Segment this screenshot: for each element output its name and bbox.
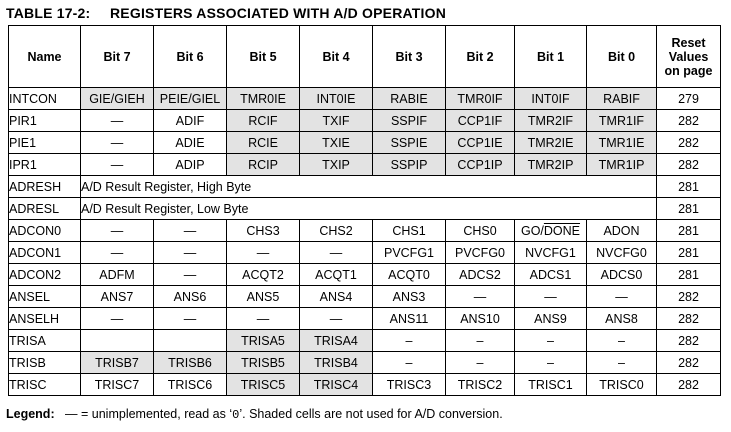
bit-cell: TRISA5 xyxy=(227,330,300,352)
table-body xyxy=(9,88,721,396)
bit-cell: CHS0 xyxy=(446,220,515,242)
reset-page: 279 xyxy=(657,88,721,110)
table-row xyxy=(9,242,721,264)
bit-cell: RCIE xyxy=(227,132,300,154)
bit-cell: — xyxy=(300,242,373,264)
register-name: ADCON1 xyxy=(9,242,81,264)
bit-cell: INT0IE xyxy=(300,88,373,110)
bit-cell: TXIF xyxy=(300,110,373,132)
bit-cell: CCP1IE xyxy=(446,132,515,154)
table-row xyxy=(9,374,721,396)
table-row xyxy=(9,198,721,220)
bit-cell: TRISC4 xyxy=(300,374,373,396)
bit-cell: TMR0IE xyxy=(227,88,300,110)
table-row xyxy=(9,264,721,286)
bit-cell: — xyxy=(81,132,154,154)
table-row xyxy=(9,154,721,176)
table-row xyxy=(9,286,721,308)
bit-cell: ANS9 xyxy=(515,308,587,330)
table-row xyxy=(9,220,721,242)
bit-cell: — xyxy=(81,154,154,176)
header-reset-line2: Values xyxy=(668,49,709,64)
reset-page: 282 xyxy=(657,154,721,176)
header-row xyxy=(9,26,721,88)
bit-cell: ADIE xyxy=(154,132,227,154)
register-name: ANSEL xyxy=(9,286,81,308)
bit-cell: RABIE xyxy=(373,88,446,110)
bit-cell: NVCFG1 xyxy=(515,242,587,264)
bit-cell: TRISC5 xyxy=(227,374,300,396)
bit-cell: CCP1IF xyxy=(446,110,515,132)
bit-cell: TMR0IF xyxy=(446,88,515,110)
bit-cell: ANS11 xyxy=(373,308,446,330)
register-description: A/D Result Register, Low Byte xyxy=(81,198,657,220)
header-bit7: Bit 7 xyxy=(81,26,154,88)
bit-cell: GIE/GIEH xyxy=(81,88,154,110)
bit-cell: ACQT2 xyxy=(227,264,300,286)
bit-cell: SSPIE xyxy=(373,132,446,154)
legend xyxy=(6,407,503,422)
reset-page: 282 xyxy=(657,352,721,374)
bit-cell: — xyxy=(587,286,657,308)
bit-cell: — xyxy=(154,264,227,286)
register-name: PIR1 xyxy=(9,110,81,132)
reset-page: 281 xyxy=(657,176,721,198)
bit-cell: — xyxy=(300,308,373,330)
bit-cell: — xyxy=(81,308,154,330)
bit-cell: TRISC6 xyxy=(154,374,227,396)
bit-cell: — xyxy=(81,220,154,242)
reset-page: 282 xyxy=(657,330,721,352)
bit-cell: – xyxy=(587,352,657,374)
register-name: ANSELH xyxy=(9,308,81,330)
bit-cell: TMR2IP xyxy=(515,154,587,176)
bit-cell: — xyxy=(81,242,154,264)
header-bit5: Bit 5 xyxy=(227,26,300,88)
bit-cell: ANS6 xyxy=(154,286,227,308)
header-reset-line1: Reset xyxy=(671,35,706,50)
bit-cell: TRISA4 xyxy=(300,330,373,352)
bit-cell: TMR2IF xyxy=(515,110,587,132)
bit-cell: — xyxy=(81,110,154,132)
bit-cell: — xyxy=(446,286,515,308)
bit-cell: – xyxy=(446,330,515,352)
bit-cell: SSPIF xyxy=(373,110,446,132)
bit-cell: TMR1IP xyxy=(587,154,657,176)
bit-cell: TXIP xyxy=(300,154,373,176)
reset-page: 281 xyxy=(657,220,721,242)
table-row xyxy=(9,308,721,330)
bit-cell: – xyxy=(515,352,587,374)
table-row xyxy=(9,352,721,374)
done-overline: DONE xyxy=(543,223,581,238)
bit-cell: SSPIP xyxy=(373,154,446,176)
register-name: ADCON0 xyxy=(9,220,81,242)
bit-cell: TRISB5 xyxy=(227,352,300,374)
table-row xyxy=(9,176,721,198)
header-bit0: Bit 0 xyxy=(587,26,657,88)
bit-cell: TRISC3 xyxy=(373,374,446,396)
bit-cell: – xyxy=(373,330,446,352)
table-number: TABLE 17-2: xyxy=(6,5,91,21)
register-name: IPR1 xyxy=(9,154,81,176)
header-name: Name xyxy=(9,26,81,88)
bit-cell: – xyxy=(587,330,657,352)
bit-cell: ADCS2 xyxy=(446,264,515,286)
bit-cell: CHS2 xyxy=(300,220,373,242)
bit-cell: CHS3 xyxy=(227,220,300,242)
bit-cell: ADON xyxy=(587,220,657,242)
bit-cell: ACQT0 xyxy=(373,264,446,286)
bit-cell: TXIE xyxy=(300,132,373,154)
table-row xyxy=(9,330,721,352)
bit-cell xyxy=(154,330,227,352)
bit-cell: PVCFG1 xyxy=(373,242,446,264)
bit-cell: TMR1IF xyxy=(587,110,657,132)
bit-cell xyxy=(81,330,154,352)
legend-text-before: — = unimplemented, read as ‘ xyxy=(65,407,233,421)
register-name: ADRESL xyxy=(9,198,81,220)
registers-table xyxy=(8,25,721,396)
bit-cell: ACQT1 xyxy=(300,264,373,286)
reset-page: 282 xyxy=(657,132,721,154)
bit-cell: ADIF xyxy=(154,110,227,132)
bit-cell: CHS1 xyxy=(373,220,446,242)
bit-cell: ANS5 xyxy=(227,286,300,308)
register-name: INTCON xyxy=(9,88,81,110)
register-name: PIE1 xyxy=(9,132,81,154)
reset-page: 282 xyxy=(657,374,721,396)
bit-cell: – xyxy=(515,330,587,352)
bit-cell: TRISB4 xyxy=(300,352,373,374)
bit-cell: GO/DONE xyxy=(515,220,587,242)
reset-page: 282 xyxy=(657,286,721,308)
register-name: TRISC xyxy=(9,374,81,396)
bit-cell: ANS10 xyxy=(446,308,515,330)
bit-cell: TRISC2 xyxy=(446,374,515,396)
bit-cell: — xyxy=(227,242,300,264)
legend-text-after: ’. Shaded cells are not used for A/D conversion. xyxy=(239,407,503,421)
reset-page: 282 xyxy=(657,308,721,330)
bit-cell: — xyxy=(515,286,587,308)
bit-cell: — xyxy=(227,308,300,330)
bit-cell: — xyxy=(154,220,227,242)
bit-cell: TRISC1 xyxy=(515,374,587,396)
reset-page: 281 xyxy=(657,198,721,220)
table-row xyxy=(9,132,721,154)
header-reset-values xyxy=(657,26,721,88)
bit-cell: PEIE/GIEL xyxy=(154,88,227,110)
header-reset-line3: on page xyxy=(664,63,713,78)
register-name: ADRESH xyxy=(9,176,81,198)
bit-cell: RCIP xyxy=(227,154,300,176)
bit-cell: ADCS0 xyxy=(587,264,657,286)
bit-cell: ANS4 xyxy=(300,286,373,308)
bit-cell: CCP1IP xyxy=(446,154,515,176)
bit-cell: ADFM xyxy=(81,264,154,286)
table-caption xyxy=(6,5,446,21)
bit-cell: INT0IF xyxy=(515,88,587,110)
bit-cell: RCIF xyxy=(227,110,300,132)
register-name: ADCON2 xyxy=(9,264,81,286)
table-title: REGISTERS ASSOCIATED WITH A/D OPERATION xyxy=(110,5,447,21)
bit-cell: TRISB7 xyxy=(81,352,154,374)
bit-cell: TRISC7 xyxy=(81,374,154,396)
register-name: TRISA xyxy=(9,330,81,352)
bit-cell: TMR2IE xyxy=(515,132,587,154)
bit-cell: TRISB6 xyxy=(154,352,227,374)
bit-cell: ADIP xyxy=(154,154,227,176)
header-bit4: Bit 4 xyxy=(300,26,373,88)
header-bit6: Bit 6 xyxy=(154,26,227,88)
header-bit3: Bit 3 xyxy=(373,26,446,88)
bit-cell: ANS8 xyxy=(587,308,657,330)
bit-cell: – xyxy=(373,352,446,374)
legend-zero: 0 xyxy=(232,408,240,422)
bit-cell: TMR1IE xyxy=(587,132,657,154)
table-row xyxy=(9,110,721,132)
bit-cell: TRISC0 xyxy=(587,374,657,396)
reset-page: 281 xyxy=(657,242,721,264)
bit-cell: ANS3 xyxy=(373,286,446,308)
legend-label: Legend: xyxy=(6,407,55,421)
table-row xyxy=(9,88,721,110)
bit-cell: ADCS1 xyxy=(515,264,587,286)
bit-cell: – xyxy=(446,352,515,374)
reset-page: 281 xyxy=(657,264,721,286)
bit-cell: — xyxy=(154,242,227,264)
bit-cell: RABIF xyxy=(587,88,657,110)
register-description: A/D Result Register, High Byte xyxy=(81,176,657,198)
bit-cell: ANS7 xyxy=(81,286,154,308)
register-name: TRISB xyxy=(9,352,81,374)
bit-cell: NVCFG0 xyxy=(587,242,657,264)
header-bit2: Bit 2 xyxy=(446,26,515,88)
bit-cell: — xyxy=(154,308,227,330)
bit-cell: PVCFG0 xyxy=(446,242,515,264)
header-bit1: Bit 1 xyxy=(515,26,587,88)
reset-page: 282 xyxy=(657,110,721,132)
